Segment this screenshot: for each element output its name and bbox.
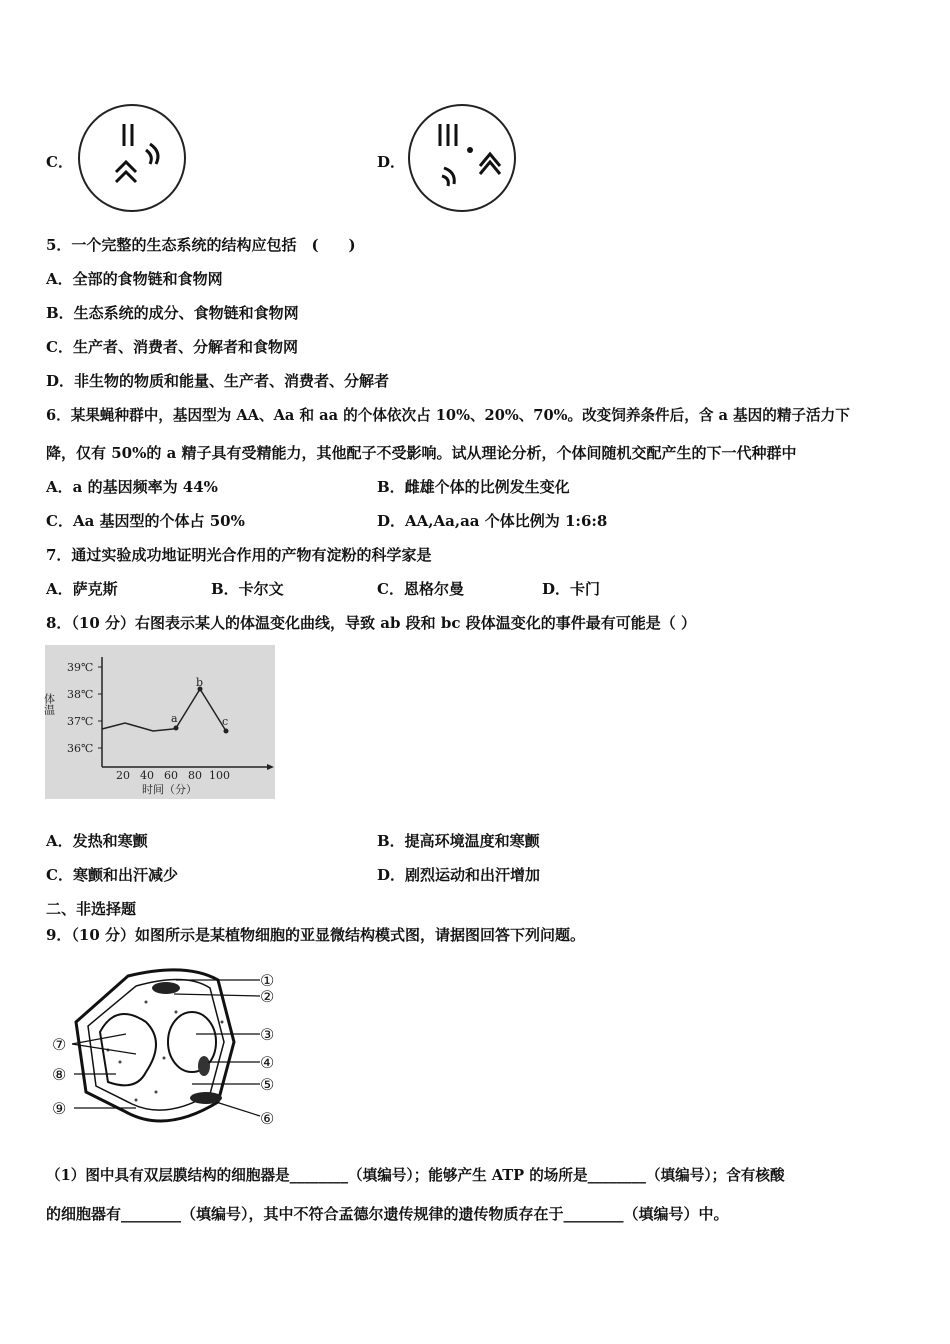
plant-cell-diagram xyxy=(46,962,286,1142)
xtick-20: 20 xyxy=(116,769,130,782)
label-4: ④ xyxy=(260,1053,275,1072)
mitochondrion xyxy=(198,1056,210,1076)
ytick-37: 37℃ xyxy=(67,715,94,728)
question-7-option-c: C．恩格尔曼 xyxy=(377,580,464,598)
question-9-sub1-line2: 的细胞器有________（填编号），其中不符合孟德尔遗传规律的遗传物质存在于________（填编号）中。 xyxy=(46,1205,729,1223)
question-5-stem: 5．一个完整的生态系统的结构应包括 ( ) xyxy=(46,236,356,254)
chromosome-drawing-d xyxy=(410,106,514,210)
option-c-label: C． xyxy=(46,153,73,171)
question-8-option-d: D．剧烈运动和出汗增加 xyxy=(377,866,541,884)
ytick-36: 36℃ xyxy=(67,742,94,755)
question-7-option-d: D．卡门 xyxy=(542,580,601,598)
question-8-option-a: A．发热和寒颤 xyxy=(46,832,148,850)
question-8-stem: 8．（10 分）右图表示某人的体温变化曲线，导致 ab 段和 bc 段体温变化的事件最有可能是（ ） xyxy=(46,614,696,632)
question-6-option-d: D．AA,Aa,aa 个体比例为 1:6:8 xyxy=(377,512,608,530)
question-6-option-c: C．Aa 基因型的个体占 50% xyxy=(46,512,245,530)
section-2-title: 二、非选择题 xyxy=(46,900,137,918)
label-6: ⑥ xyxy=(260,1109,275,1128)
y-axis-label: 体温 xyxy=(42,693,56,715)
question-6-stem-line1: 6．某果蝇种群中，基因型为 AA、Aa 和 aa 的个体依次占 10%、20%、70%。改变饲养条件后，含 a 基因的精子活力下 xyxy=(46,407,850,424)
question-5-option-b: B．生态系统的成分、食物链和食物网 xyxy=(46,304,299,322)
temperature-line xyxy=(102,689,229,731)
option-d-cell-figure xyxy=(408,104,516,212)
plant-cell-svg xyxy=(46,962,286,1142)
xtick-60: 60 xyxy=(164,769,178,782)
label-7: ⑦ xyxy=(52,1035,67,1054)
label-5: ⑤ xyxy=(260,1075,275,1094)
point-c-marker xyxy=(224,729,229,734)
question-7-stem: 7．通过实验成功地证明光合作用的产物有淀粉的科学家是 xyxy=(46,546,432,564)
xtick-100: 100 xyxy=(209,769,230,782)
question-6-option-a: A．a 的基因频率为 44% xyxy=(46,478,218,496)
label-9: ⑨ xyxy=(52,1099,67,1118)
option-c-cell-figure xyxy=(78,104,186,212)
label-8: ⑧ xyxy=(52,1065,67,1084)
label-3: ③ xyxy=(260,1025,275,1044)
point-b-label: b xyxy=(196,676,204,689)
point-a-marker xyxy=(174,726,179,731)
question-6-option-b: B．雌雄个体的比例发生变化 xyxy=(377,478,570,496)
question-5-option-c: C．生产者、消费者、分解者和食物网 xyxy=(46,338,298,356)
chromosome-drawing-c xyxy=(80,106,184,210)
temperature-curve-svg xyxy=(42,645,275,799)
question-9-stem: 9．（10 分）如图所示是某植物细胞的亚显微结构模式图，请据图回答下列问题。 xyxy=(46,926,586,944)
option-d-label: D． xyxy=(377,153,406,171)
label-1: ① xyxy=(260,971,275,990)
xtick-40: 40 xyxy=(140,769,154,782)
chloroplast-top xyxy=(152,982,180,994)
question-9-sub1-line1: （1）图中具有双层膜结构的细胞器是________（填编号）；能够产生 ATP 的场所是________（填编号）；含有核酸 xyxy=(46,1167,785,1184)
x-axis-label: 时间（分） xyxy=(142,783,197,796)
question-7-option-b: B．卡尔文 xyxy=(211,580,284,598)
ytick-38: 38℃ xyxy=(67,688,94,701)
question-6-stem-line2: 降，仅有 50%的 a 精子具有受精能力，其他配子不受影响。试从理论分析，个体间随机交配产生的下一代种群中 xyxy=(46,444,797,462)
xtick-80: 80 xyxy=(188,769,202,782)
question-5-option-d: D．非生物的物质和能量、生产者、消费者、分解者 xyxy=(46,372,390,390)
question-5-option-a: A．全部的食物链和食物网 xyxy=(46,270,223,288)
question-7-option-a: A．萨克斯 xyxy=(46,580,118,598)
point-a-label: a xyxy=(171,712,178,725)
body-temperature-chart xyxy=(42,645,275,799)
label-2: ② xyxy=(260,987,275,1006)
ytick-39: 39℃ xyxy=(67,661,94,674)
point-c-label: c xyxy=(222,715,229,728)
question-8-option-b: B．提高环境温度和寒颤 xyxy=(377,832,540,850)
question-8-option-c: C．寒颤和出汗减少 xyxy=(46,866,178,884)
